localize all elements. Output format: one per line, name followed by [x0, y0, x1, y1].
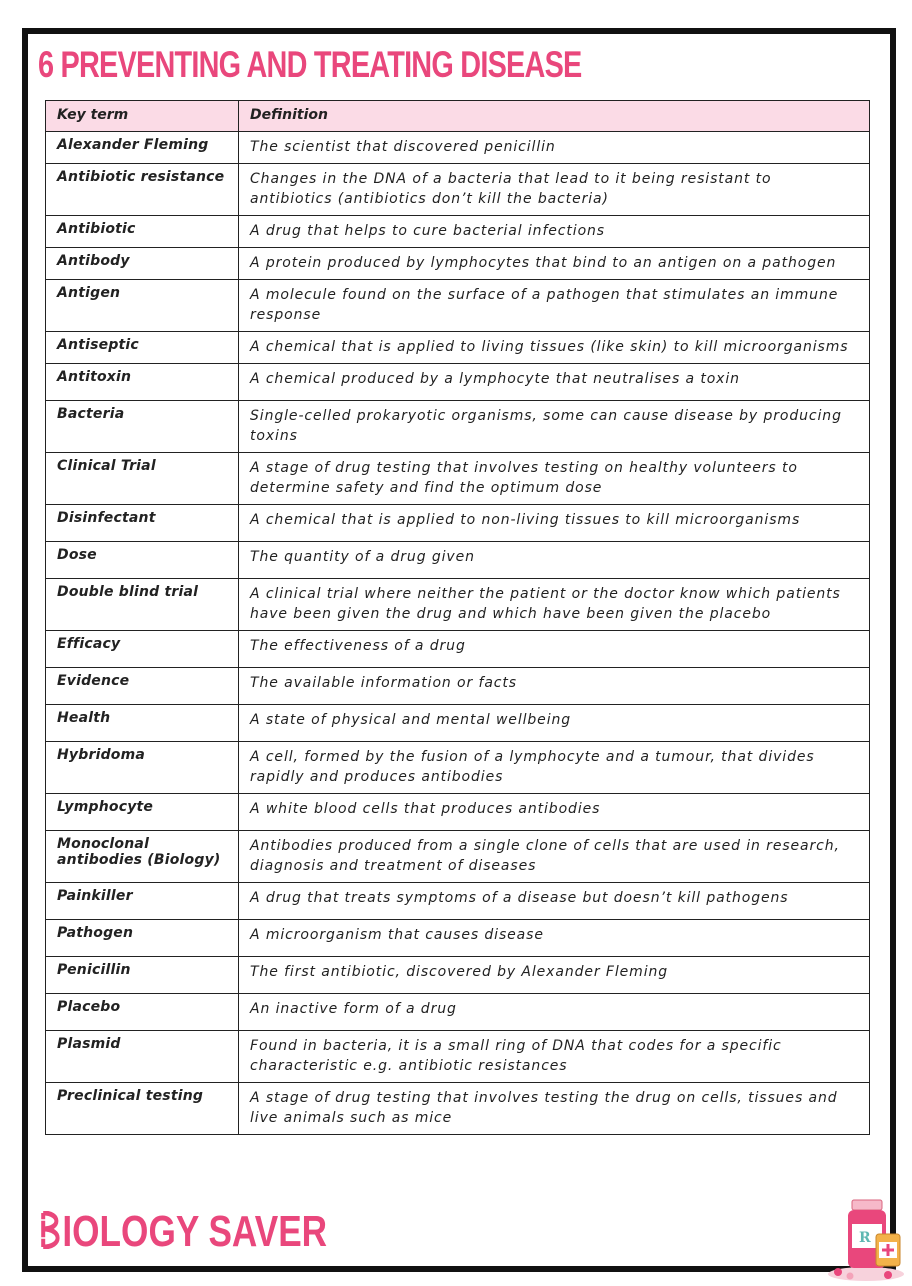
page-title: 6 PREVENTING AND TREATING DISEASE: [38, 44, 582, 85]
definition-cell: Antibodies produced from a single clone of cells that are used in research, diagnosis and treatment of diseases: [239, 831, 870, 883]
term-cell: Lymphocyte: [46, 794, 239, 831]
header-definition: Definition: [239, 101, 870, 132]
term-cell: Antibiotic: [46, 216, 239, 248]
term-cell: Dose: [46, 542, 239, 579]
definition-cell: The available information or facts: [239, 668, 870, 705]
term-cell: Disinfectant: [46, 505, 239, 542]
term-cell: Antigen: [46, 280, 239, 332]
table-row: [46, 505, 870, 542]
term-cell: Plasmid: [46, 1031, 239, 1083]
table-row: [46, 920, 870, 957]
definition-cell: The scientist that discovered penicillin: [239, 132, 870, 164]
table-row: [46, 1083, 870, 1135]
table-row: [46, 542, 870, 579]
glossary-table: [45, 100, 870, 1135]
definition-cell: An inactive form of a drug: [239, 994, 870, 1031]
term-cell: Painkiller: [46, 883, 239, 920]
definition-cell: A clinical trial where neither the patient or the doctor know which patients have been given the drug and which have been given the placebo: [239, 579, 870, 631]
table-row: [46, 742, 870, 794]
table-row: [46, 794, 870, 831]
definition-cell: Single-celled prokaryotic organisms, some can cause disease by producing toxins: [239, 401, 870, 453]
term-cell: Penicillin: [46, 957, 239, 994]
table-row: [46, 831, 870, 883]
medicine-bottle-icon: [826, 1196, 906, 1282]
term-cell: Bacteria: [46, 401, 239, 453]
definition-cell: The first antibiotic, discovered by Alexander Fleming: [239, 957, 870, 994]
term-cell: Hybridoma: [46, 742, 239, 794]
term-cell: Antiseptic: [46, 332, 239, 364]
table-row: [46, 668, 870, 705]
table-header-row: [46, 101, 870, 132]
table-row: [46, 994, 870, 1031]
table-row: [46, 332, 870, 364]
table-row: [46, 957, 870, 994]
definition-cell: A stage of drug testing that involves testing the drug on cells, tissues and live animals such as mice: [239, 1083, 870, 1135]
term-cell: Double blind trial: [46, 579, 239, 631]
definition-cell: A molecule found on the surface of a pathogen that stimulates an immune response: [239, 280, 870, 332]
term-cell: Health: [46, 705, 239, 742]
definition-cell: A state of physical and mental wellbeing: [239, 705, 870, 742]
term-cell: Placebo: [46, 994, 239, 1031]
table-row: [46, 132, 870, 164]
term-cell: Antitoxin: [46, 364, 239, 401]
table-row: [46, 248, 870, 280]
dna-b-icon: [40, 1211, 62, 1249]
table-row: [46, 1031, 870, 1083]
table-row: [46, 579, 870, 631]
svg-text:R: R: [859, 1230, 871, 1246]
definition-cell: A cell, formed by the fusion of a lymphocyte and a tumour, that divides rapidly and produces antibodies: [239, 742, 870, 794]
term-cell: Efficacy: [46, 631, 239, 668]
definition-cell: A chemical that is applied to non-living tissues to kill microorganisms: [239, 505, 870, 542]
definition-cell: Changes in the DNA of a bacteria that lead to it being resistant to antibiotics (antibiotics don’t kill the bacteria): [239, 164, 870, 216]
definition-cell: A chemical that is applied to living tissues (like skin) to kill microorganisms: [239, 332, 870, 364]
definition-cell: A stage of drug testing that involves testing on healthy volunteers to determine safety and find the optimum dose: [239, 453, 870, 505]
term-cell: Preclinical testing: [46, 1083, 239, 1135]
definition-cell: Found in bacteria, it is a small ring of DNA that codes for a specific characteristic e.g. antibiotic resistances: [239, 1031, 870, 1083]
brand-text: IOLOGY SAVER: [62, 1207, 328, 1256]
term-cell: Evidence: [46, 668, 239, 705]
definition-cell: A drug that treats symptoms of a disease but doesn’t kill pathogens: [239, 883, 870, 920]
brand-logo: [40, 1207, 327, 1257]
definition-cell: The effectiveness of a drug: [239, 631, 870, 668]
term-cell: Antibiotic resistance: [46, 164, 239, 216]
table-row: [46, 705, 870, 742]
table-row: [46, 453, 870, 505]
table-row: [46, 364, 870, 401]
table-row: [46, 164, 870, 216]
term-cell: Pathogen: [46, 920, 239, 957]
table-row: [46, 883, 870, 920]
definition-cell: The quantity of a drug given: [239, 542, 870, 579]
definition-cell: A microorganism that causes disease: [239, 920, 870, 957]
definition-cell: A drug that helps to cure bacterial infections: [239, 216, 870, 248]
term-cell: Monoclonal antibodies (Biology): [46, 831, 239, 883]
term-cell: Antibody: [46, 248, 239, 280]
definition-cell: A protein produced by lymphocytes that bind to an antigen on a pathogen: [239, 248, 870, 280]
header-key-term: Key term: [46, 101, 239, 132]
table-row: [46, 401, 870, 453]
term-cell: Clinical Trial: [46, 453, 239, 505]
table-row: [46, 631, 870, 668]
table-row: [46, 280, 870, 332]
definition-cell: A white blood cells that produces antibodies: [239, 794, 870, 831]
table-row: [46, 216, 870, 248]
term-cell: Alexander Fleming: [46, 132, 239, 164]
definition-cell: A chemical produced by a lymphocyte that neutralises a toxin: [239, 364, 870, 401]
